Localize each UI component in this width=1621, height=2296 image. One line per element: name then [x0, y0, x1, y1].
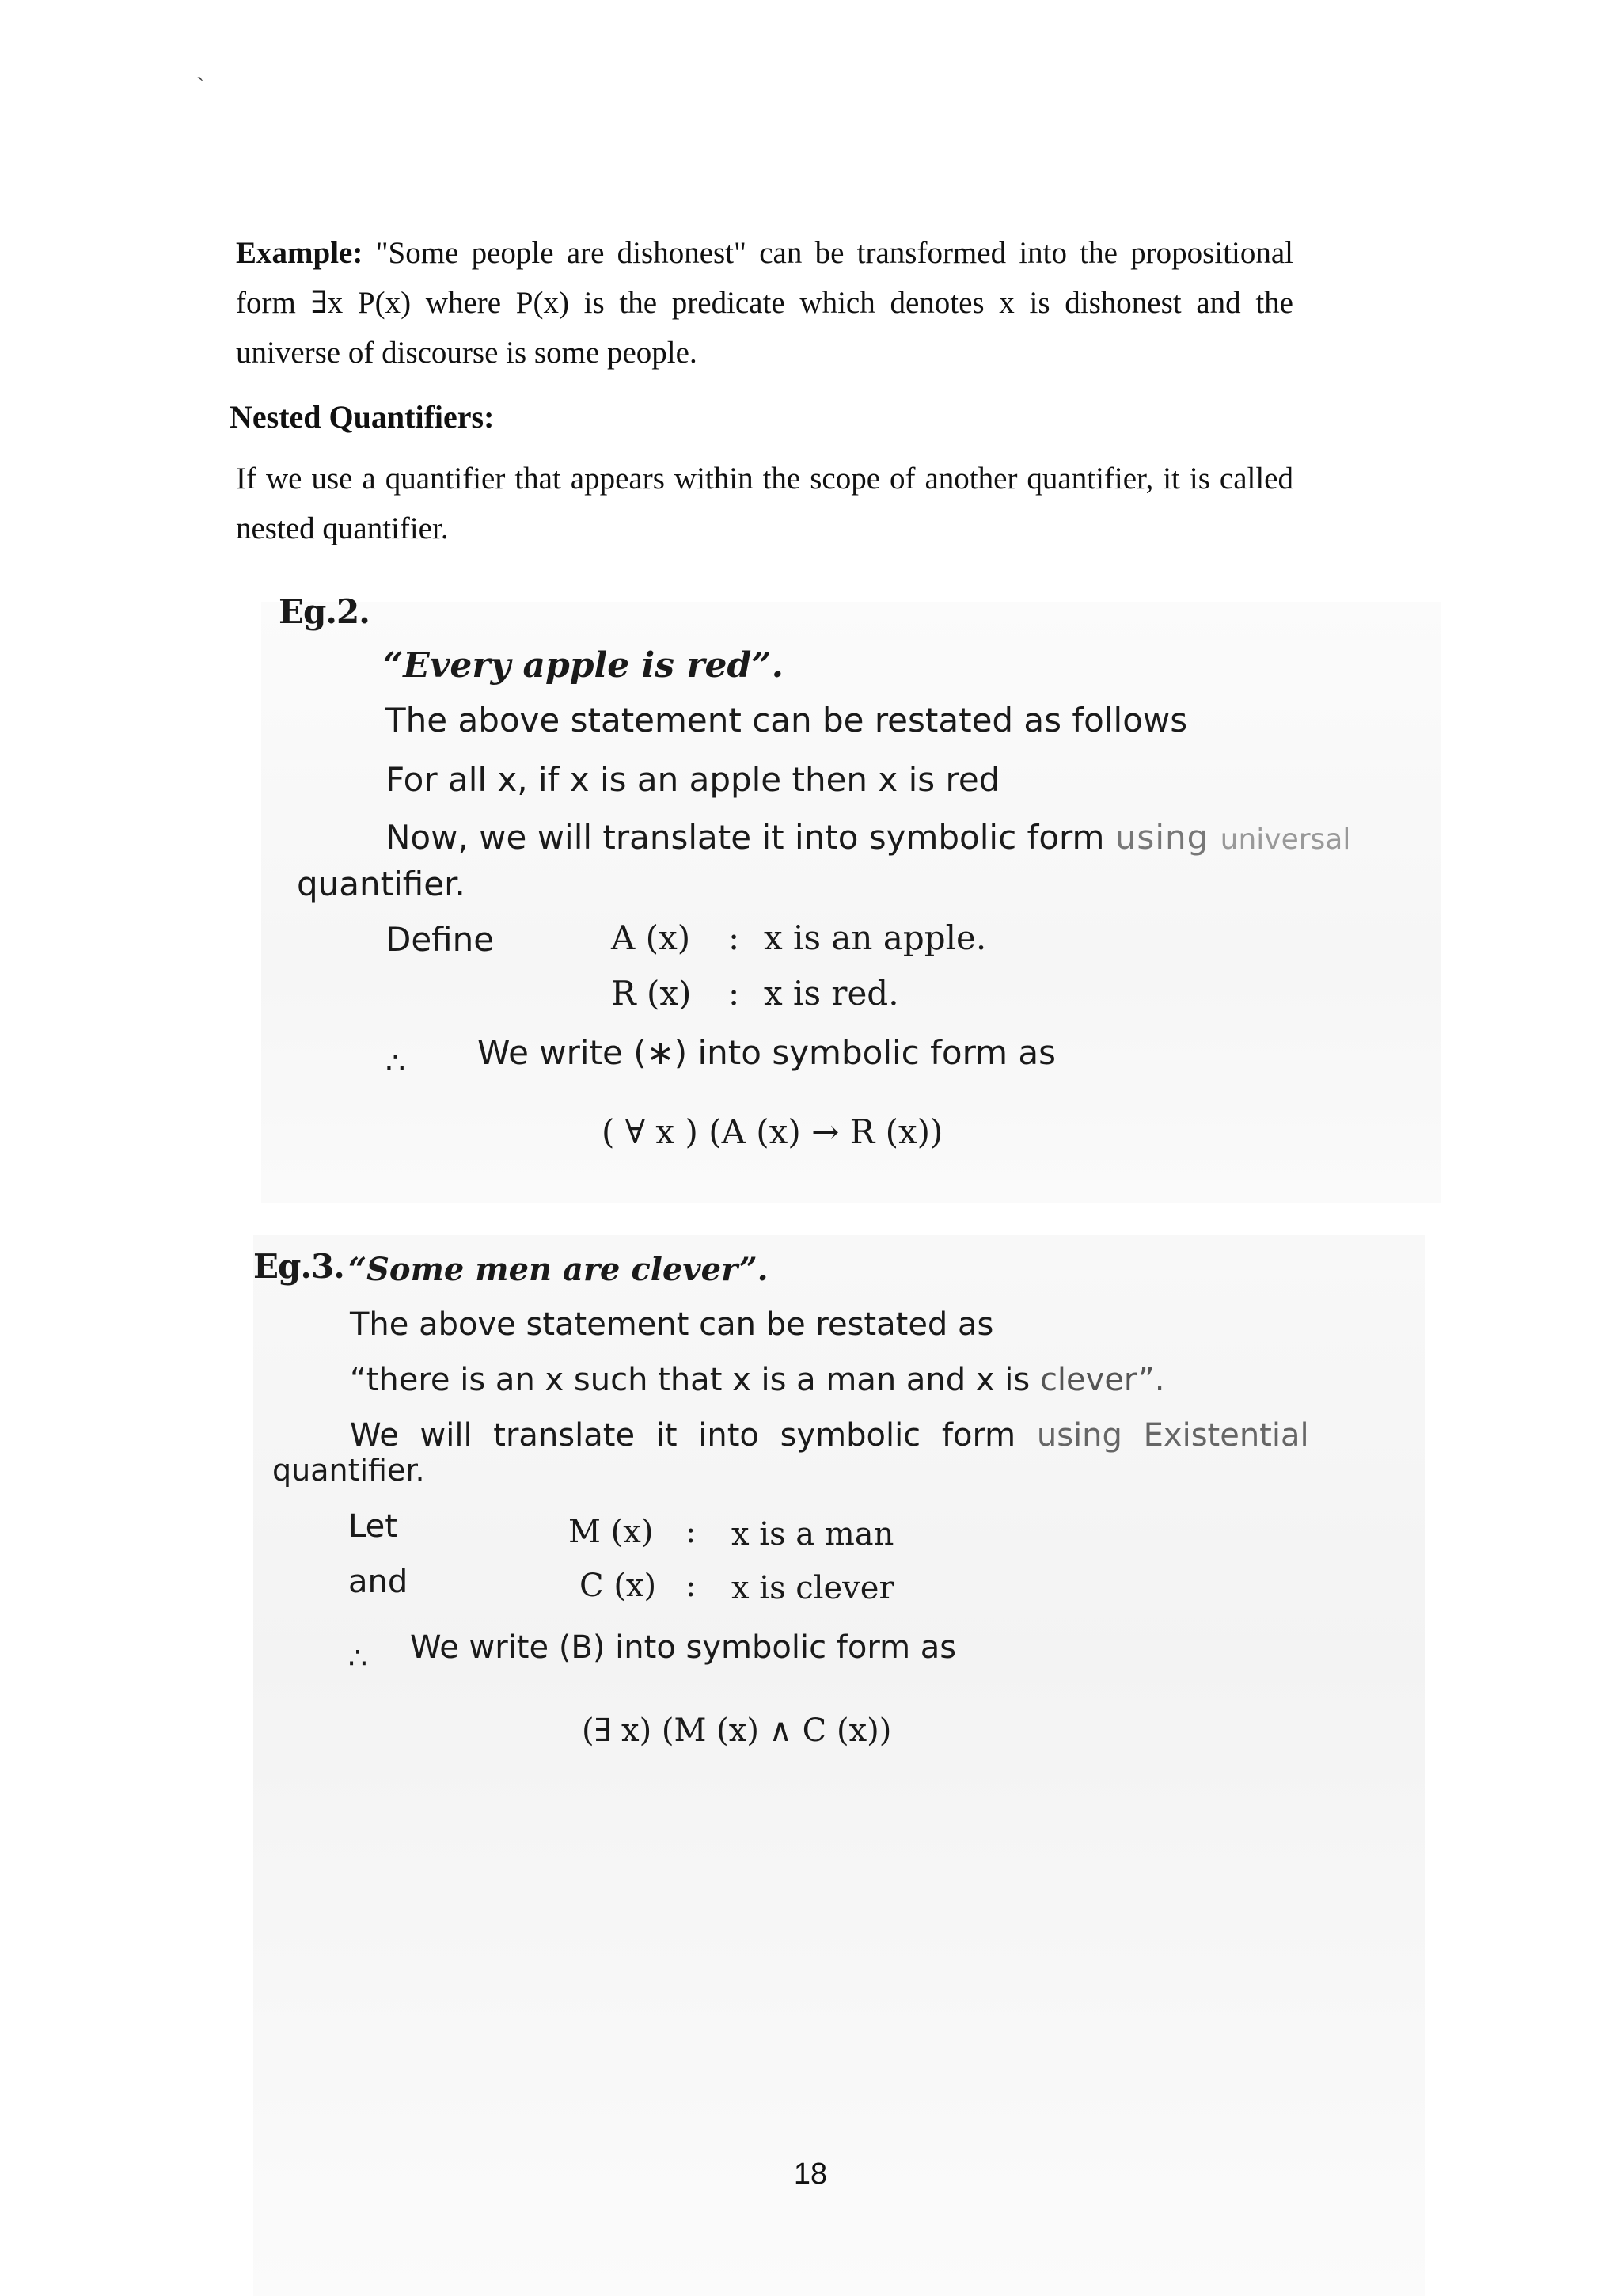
eg2-write-line: We write (∗) into symbolic form as — [477, 1033, 1057, 1072]
eg2-line-for-all: For all x, if x is an apple then x is red — [385, 760, 1000, 799]
eg3-predicate-c-definition: x is clever — [731, 1570, 894, 1606]
eg2-line-quantifier: quantifier. — [297, 865, 465, 903]
eg3-symbolic-formula: (∃ x) (M (x) ∧ C (x)) — [582, 1712, 892, 1749]
eg2-predicate-a-definition: x is an apple. — [764, 918, 987, 957]
eg3-label: Eg.3. — [253, 1247, 344, 1286]
eg2-predicate-r-definition: x is red. — [764, 974, 899, 1013]
eg3-line-translate-main: We will translate it into symbolic form — [350, 1417, 1037, 1454]
eg3-let-label: Let — [348, 1508, 397, 1545]
eg2-label: Eg.2. — [279, 592, 370, 631]
eg2-line-translate-main: Now, we will translate it into symbolic form — [385, 818, 1115, 857]
eg3-line-translate — [350, 1417, 1309, 1454]
eg3-predicate-c-name: C (x) — [579, 1568, 657, 1604]
eg2-symbolic-formula: ( ∀ x ) (A (x) → R (x)) — [602, 1112, 943, 1151]
eg2-predicate-r-name: R (x) — [611, 974, 692, 1013]
eg2-predicate-r-colon: : — [728, 974, 740, 1013]
eg3-and-label: and — [348, 1564, 408, 1600]
eg3-predicate-m-definition: x is a man — [731, 1516, 894, 1553]
eg3-line-there-is-faded: clever”. — [1039, 1362, 1165, 1398]
eg3-line-translate-faded: using Existential — [1036, 1417, 1309, 1454]
eg2-line-translate — [385, 818, 1350, 857]
eg2-predicate-a-colon: : — [728, 918, 740, 957]
eg2-predicate-a-name: A (x) — [611, 918, 691, 957]
eg2-line-restated: The above statement can be restated as follows — [385, 701, 1188, 739]
eg3-write-line: We write (B) into symbolic form as — [410, 1629, 957, 1666]
nested-quantifiers-heading: Nested Quantifiers: — [230, 399, 495, 435]
page-number: 18 — [793, 2157, 828, 2191]
eg2-quote: “Every apple is red”. — [383, 645, 784, 686]
eg3-therefore-symbol: ∴ — [348, 1640, 368, 1675]
eg2-line-translate-faded: using — [1114, 818, 1220, 857]
eg3-predicate-m-colon: : — [685, 1514, 697, 1550]
eg3-line-restated: The above statement can be restated as — [350, 1306, 994, 1343]
eg3-line-there-is — [350, 1362, 1165, 1398]
eg3-line-there-is-main: “there is an x such that x is a man and x is — [350, 1362, 1040, 1398]
nested-quantifiers-paragraph: If we use a quantifier that appears within the scope of another quantifier, it is called nested quantifier. — [236, 462, 1293, 545]
eg3-predicate-m-name: M (x) — [568, 1514, 654, 1550]
eg3-predicate-c-colon: : — [685, 1568, 697, 1604]
eg2-line-translate-faded-2: universal — [1220, 823, 1351, 856]
example-label: Example: — [236, 236, 363, 270]
example-paragraph — [236, 228, 1293, 378]
eg3-line-quantifier: quantifier. — [272, 1453, 425, 1488]
page-mark: ` — [196, 73, 204, 99]
eg3-quote: “Some men are clever”. — [348, 1251, 769, 1288]
example-text: "Some people are dishonest" can be transformed into the propositional form ∃x P(x) where P(x) is the predicate which denotes x is dishonest and the universe of discourse is some people. — [236, 236, 1293, 370]
eg2-define-label: Define — [385, 920, 495, 959]
eg2-therefore-symbol: ∴ — [385, 1045, 406, 1081]
